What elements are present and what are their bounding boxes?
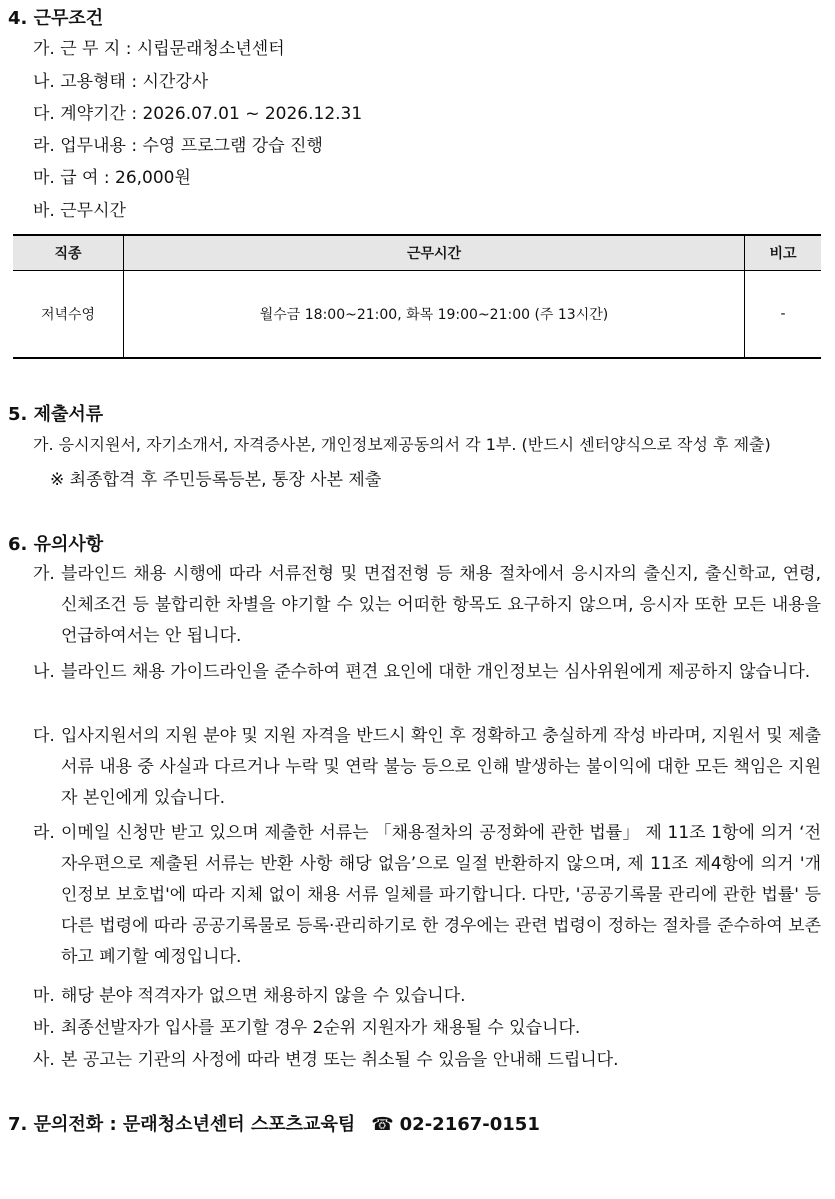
work-hours-label: 바. 근무시간 — [33, 201, 126, 221]
header-work-hours: 근무시간 — [124, 235, 745, 271]
notice-item-marker: 사. — [33, 1050, 55, 1070]
notice-item — [33, 818, 821, 973]
notice-item-marker: 다. — [33, 726, 55, 746]
notice-item — [33, 721, 821, 814]
phone-number: 02-2167-0151 — [399, 1114, 540, 1135]
submission-docs: 가. 응시지원서, 자기소개서, 자격증사본, 개인정보제공동의서 각 1부. (반드시 센터양식으로 작성 후 제출) — [33, 435, 771, 454]
work-location: 가. 근 무 지 : 시립문래청소년센터 — [33, 39, 285, 59]
table-row — [13, 271, 821, 359]
notice-item — [33, 657, 821, 688]
notice-item — [33, 981, 821, 1012]
notice-item-text: 블라인드 채용 가이드라인을 준수하여 편견 요인에 대한 개인정보는 심사위원에게 제공하지 않습니다. — [61, 662, 811, 682]
notice-item-marker: 나. — [33, 662, 55, 682]
work-hours-table — [13, 234, 821, 359]
header-job-type: 직종 — [13, 235, 124, 271]
notice-item-marker: 바. — [33, 1018, 55, 1038]
salary: 마. 급 여 : 26,000원 — [33, 168, 191, 188]
notice-item-text: 블라인드 채용 시행에 따라 서류전형 및 면접전형 등 채용 절차에서 응시자의 출신지, 출신학교, 연령, 신체조건 등 불합리한 차별을 야기할 수 있는 어떠한 항목도 요구하지 않으며, 응시자 또한 모든 내용을 언급하여서는 안 됩니다. — [61, 564, 821, 646]
notice-item-marker: 가. — [33, 564, 55, 584]
section-7-title: 7. 문의전화 : 문래청소년센터 스포츠교육팀 — [8, 1114, 356, 1135]
job-duties: 라. 업무내용 : 수영 프로그램 강습 진행 — [33, 136, 323, 156]
header-remarks: 비고 — [745, 235, 822, 271]
section-6-title: 6. 유의사항 — [8, 534, 104, 555]
cell-job-type: 저녁수영 — [13, 271, 124, 359]
section-4-title: 4. 근무조건 — [8, 8, 104, 29]
notice-item-text: 입사지원서의 지원 분야 및 지원 자격을 반드시 확인 후 정확하고 충실하게 작성 바라며, 지원서 및 제출 서류 내용 중 사실과 다르거나 누락 및 연락 불능 등으로 인해 발생하는 불이익에 대한 모든 책임은 지원자 본인에게 있습니다. — [61, 726, 821, 808]
notice-item-text: 해당 분야 적격자가 없으면 채용하지 않을 수 있습니다. — [61, 986, 466, 1006]
contract-period: 다. 계약기간 : 2026.07.01 ~ 2026.12.31 — [33, 104, 363, 124]
notice-item-text: 최종선발자가 입사를 포기할 경우 2순위 지원자가 채용될 수 있습니다. — [61, 1018, 581, 1038]
notice-item-text: 본 공고는 기관의 사정에 따라 변경 또는 취소될 수 있음을 안내해 드립니다. — [61, 1050, 619, 1070]
submission-note: ※ 최종합격 후 주민등록등본, 통장 사본 제출 — [50, 470, 382, 490]
employment-type: 나. 고용형태 : 시간강사 — [33, 72, 209, 92]
notice-item — [33, 1013, 821, 1044]
cell-work-hours: 월수금 18:00~21:00, 화목 19:00~21:00 (주 13시간) — [124, 271, 745, 359]
notice-item-text: 이메일 신청만 받고 있으며 제출한 서류는 「채용절차의 공정화에 관한 법률」 제 11조 1항에 의거 ‘전자우편으로 제출된 서류는 반환 사항 해당 없음’으로 일절 반환하지 않으며, 제 11조 제4항에 의거 '개인정보 보호법'에 따라 지체 없이 채용 서류 일체를 파기합니다. 다만, '공공기록물 관리에 관한 법률' 등 다른 법령에 따라 공공기록물로 등록·관리하기로 한 경우에는 관련 법령이 정하는 절차를 준수하여 보존하고 폐기할 예정입니다. — [61, 823, 821, 967]
notice-item — [33, 559, 821, 652]
notice-item — [33, 1045, 821, 1076]
cell-remarks: - — [745, 271, 822, 359]
phone-icon: ☎ — [371, 1114, 394, 1135]
contact-line — [8, 1110, 540, 1136]
notice-item-marker: 라. — [33, 823, 55, 843]
section-5-title: 5. 제출서류 — [8, 404, 104, 425]
table-header-row — [13, 235, 821, 271]
notice-item-marker: 마. — [33, 986, 55, 1006]
